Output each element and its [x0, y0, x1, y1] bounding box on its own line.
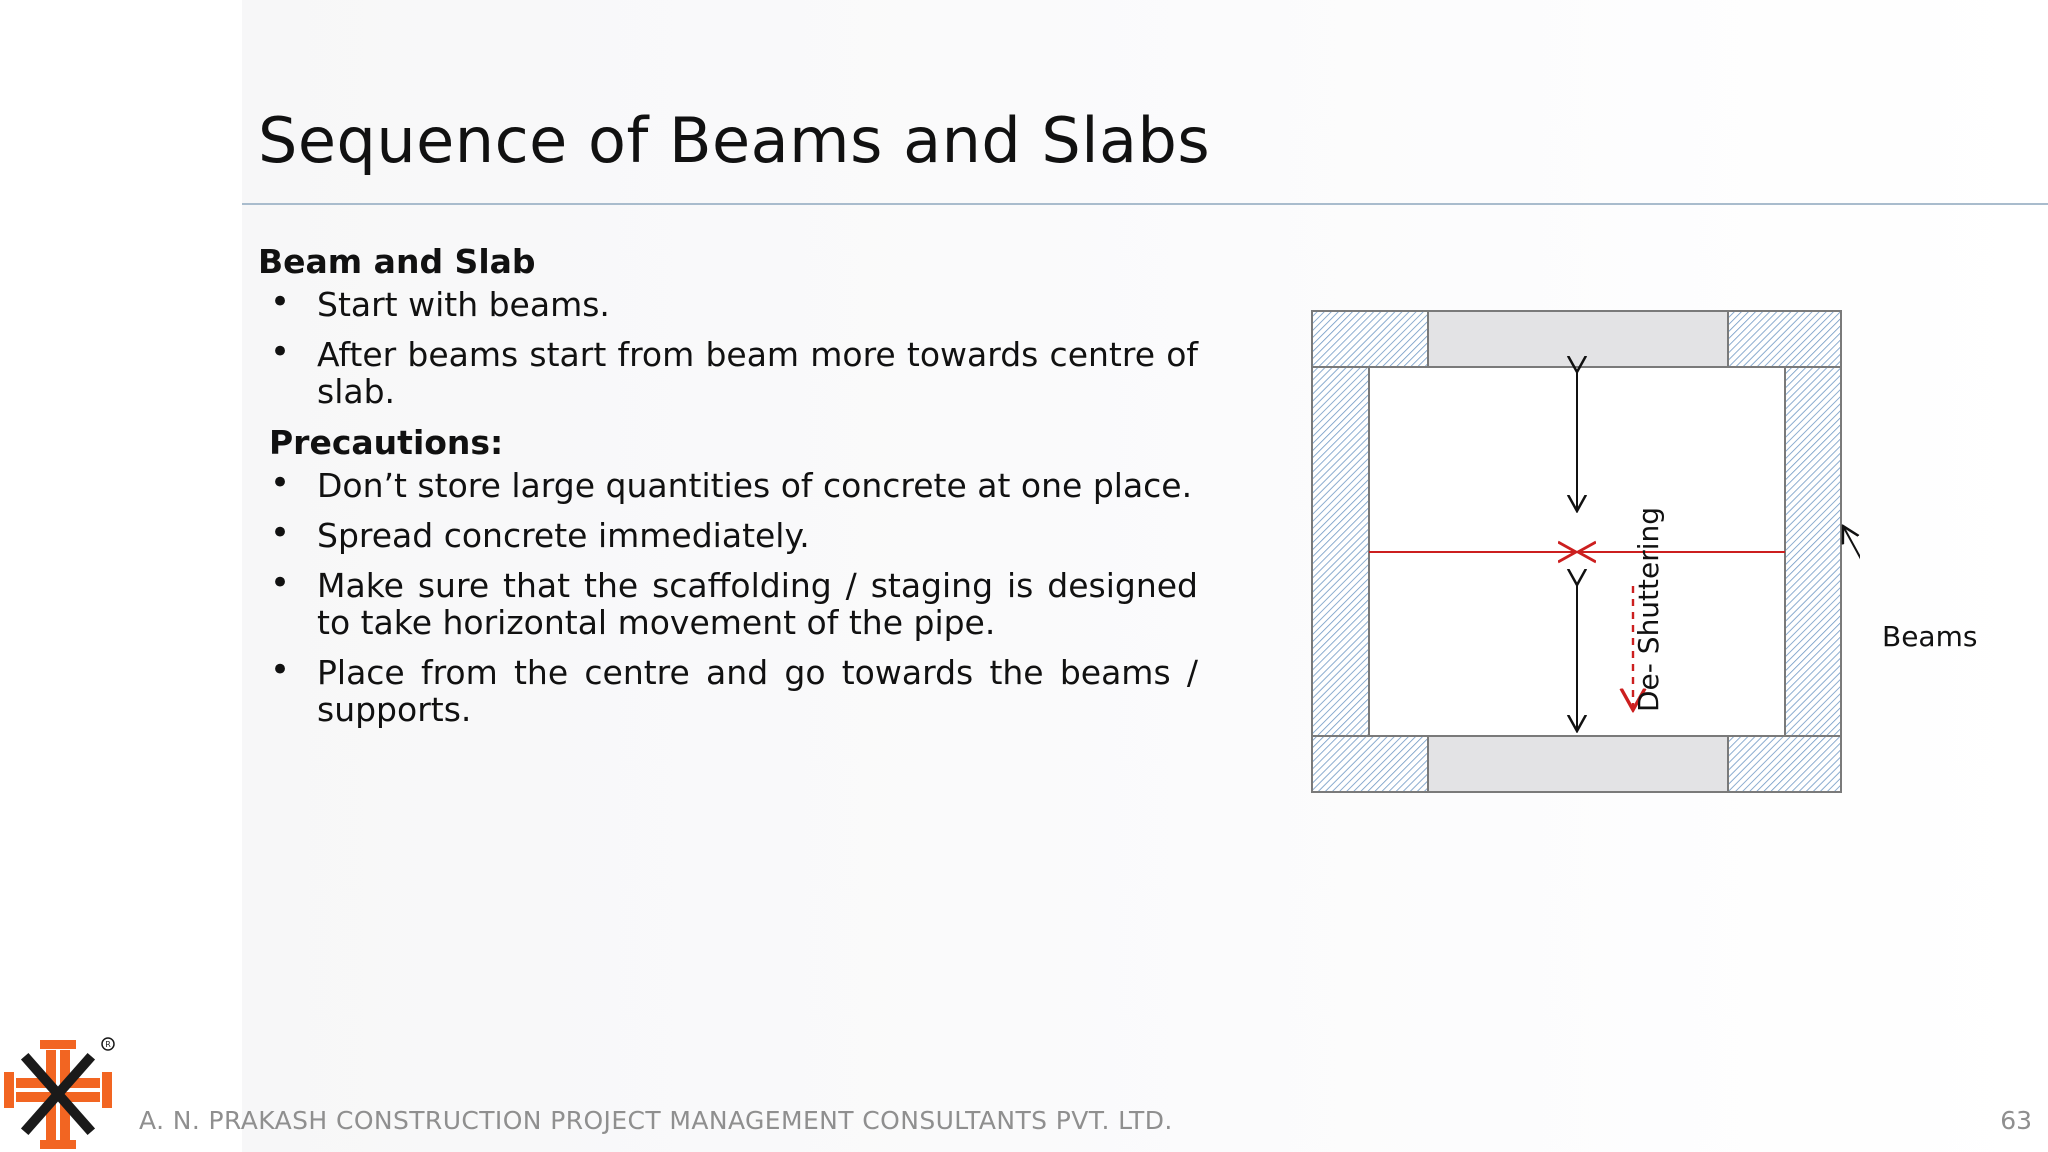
bullet-item: • After beams start from beam more towards centre of slab.: [258, 336, 1198, 410]
footer-company-name: A. N. PRAKASH CONSTRUCTION PROJECT MANAGEMENT CONSULTANTS PVT. LTD.: [139, 1106, 1173, 1135]
bullet-item: • Place from the centre and go towards the beams / supports.: [258, 654, 1198, 728]
company-logo: [0, 1036, 116, 1152]
bullet-item: • Make sure that the scaffolding / staging is designed to take horizontal movement of the pipe.: [258, 567, 1198, 641]
beam-slab-diagram: [1300, 300, 1860, 820]
section-heading-beam-and-slab: Beam and Slab: [258, 242, 536, 281]
top-beam: [1428, 311, 1728, 367]
left-beam: [1312, 367, 1369, 736]
bullet-item: • Spread concrete immediately.: [258, 517, 1198, 554]
beams-leader-line: [1843, 526, 1860, 612]
left-gutter: [0, 0, 242, 1152]
column-top-left: [1312, 311, 1428, 367]
right-beam: [1785, 367, 1841, 736]
slide-title: Sequence of Beams and Slabs: [258, 104, 1211, 177]
bottom-beam: [1428, 736, 1728, 792]
bullet-item: • Start with beams.: [258, 286, 1198, 323]
precautions-bullet-list: [258, 467, 1198, 728]
beams-label: Beams: [1882, 620, 1978, 653]
column-bottom-left: [1312, 736, 1428, 792]
beam-slab-bullet-list: [258, 286, 1198, 410]
page-number: 63: [2000, 1106, 2032, 1135]
bullet-item: • Don’t store large quantities of concrete at one place.: [258, 467, 1198, 504]
title-divider: [242, 203, 2048, 205]
column-top-right: [1728, 311, 1841, 367]
column-bottom-right: [1728, 736, 1841, 792]
svg-text:R: R: [105, 1040, 111, 1049]
deshuttering-label: De- Shuttering: [1632, 506, 1665, 712]
section-heading-precautions: Precautions:: [269, 423, 504, 462]
body-text: [258, 242, 1198, 741]
